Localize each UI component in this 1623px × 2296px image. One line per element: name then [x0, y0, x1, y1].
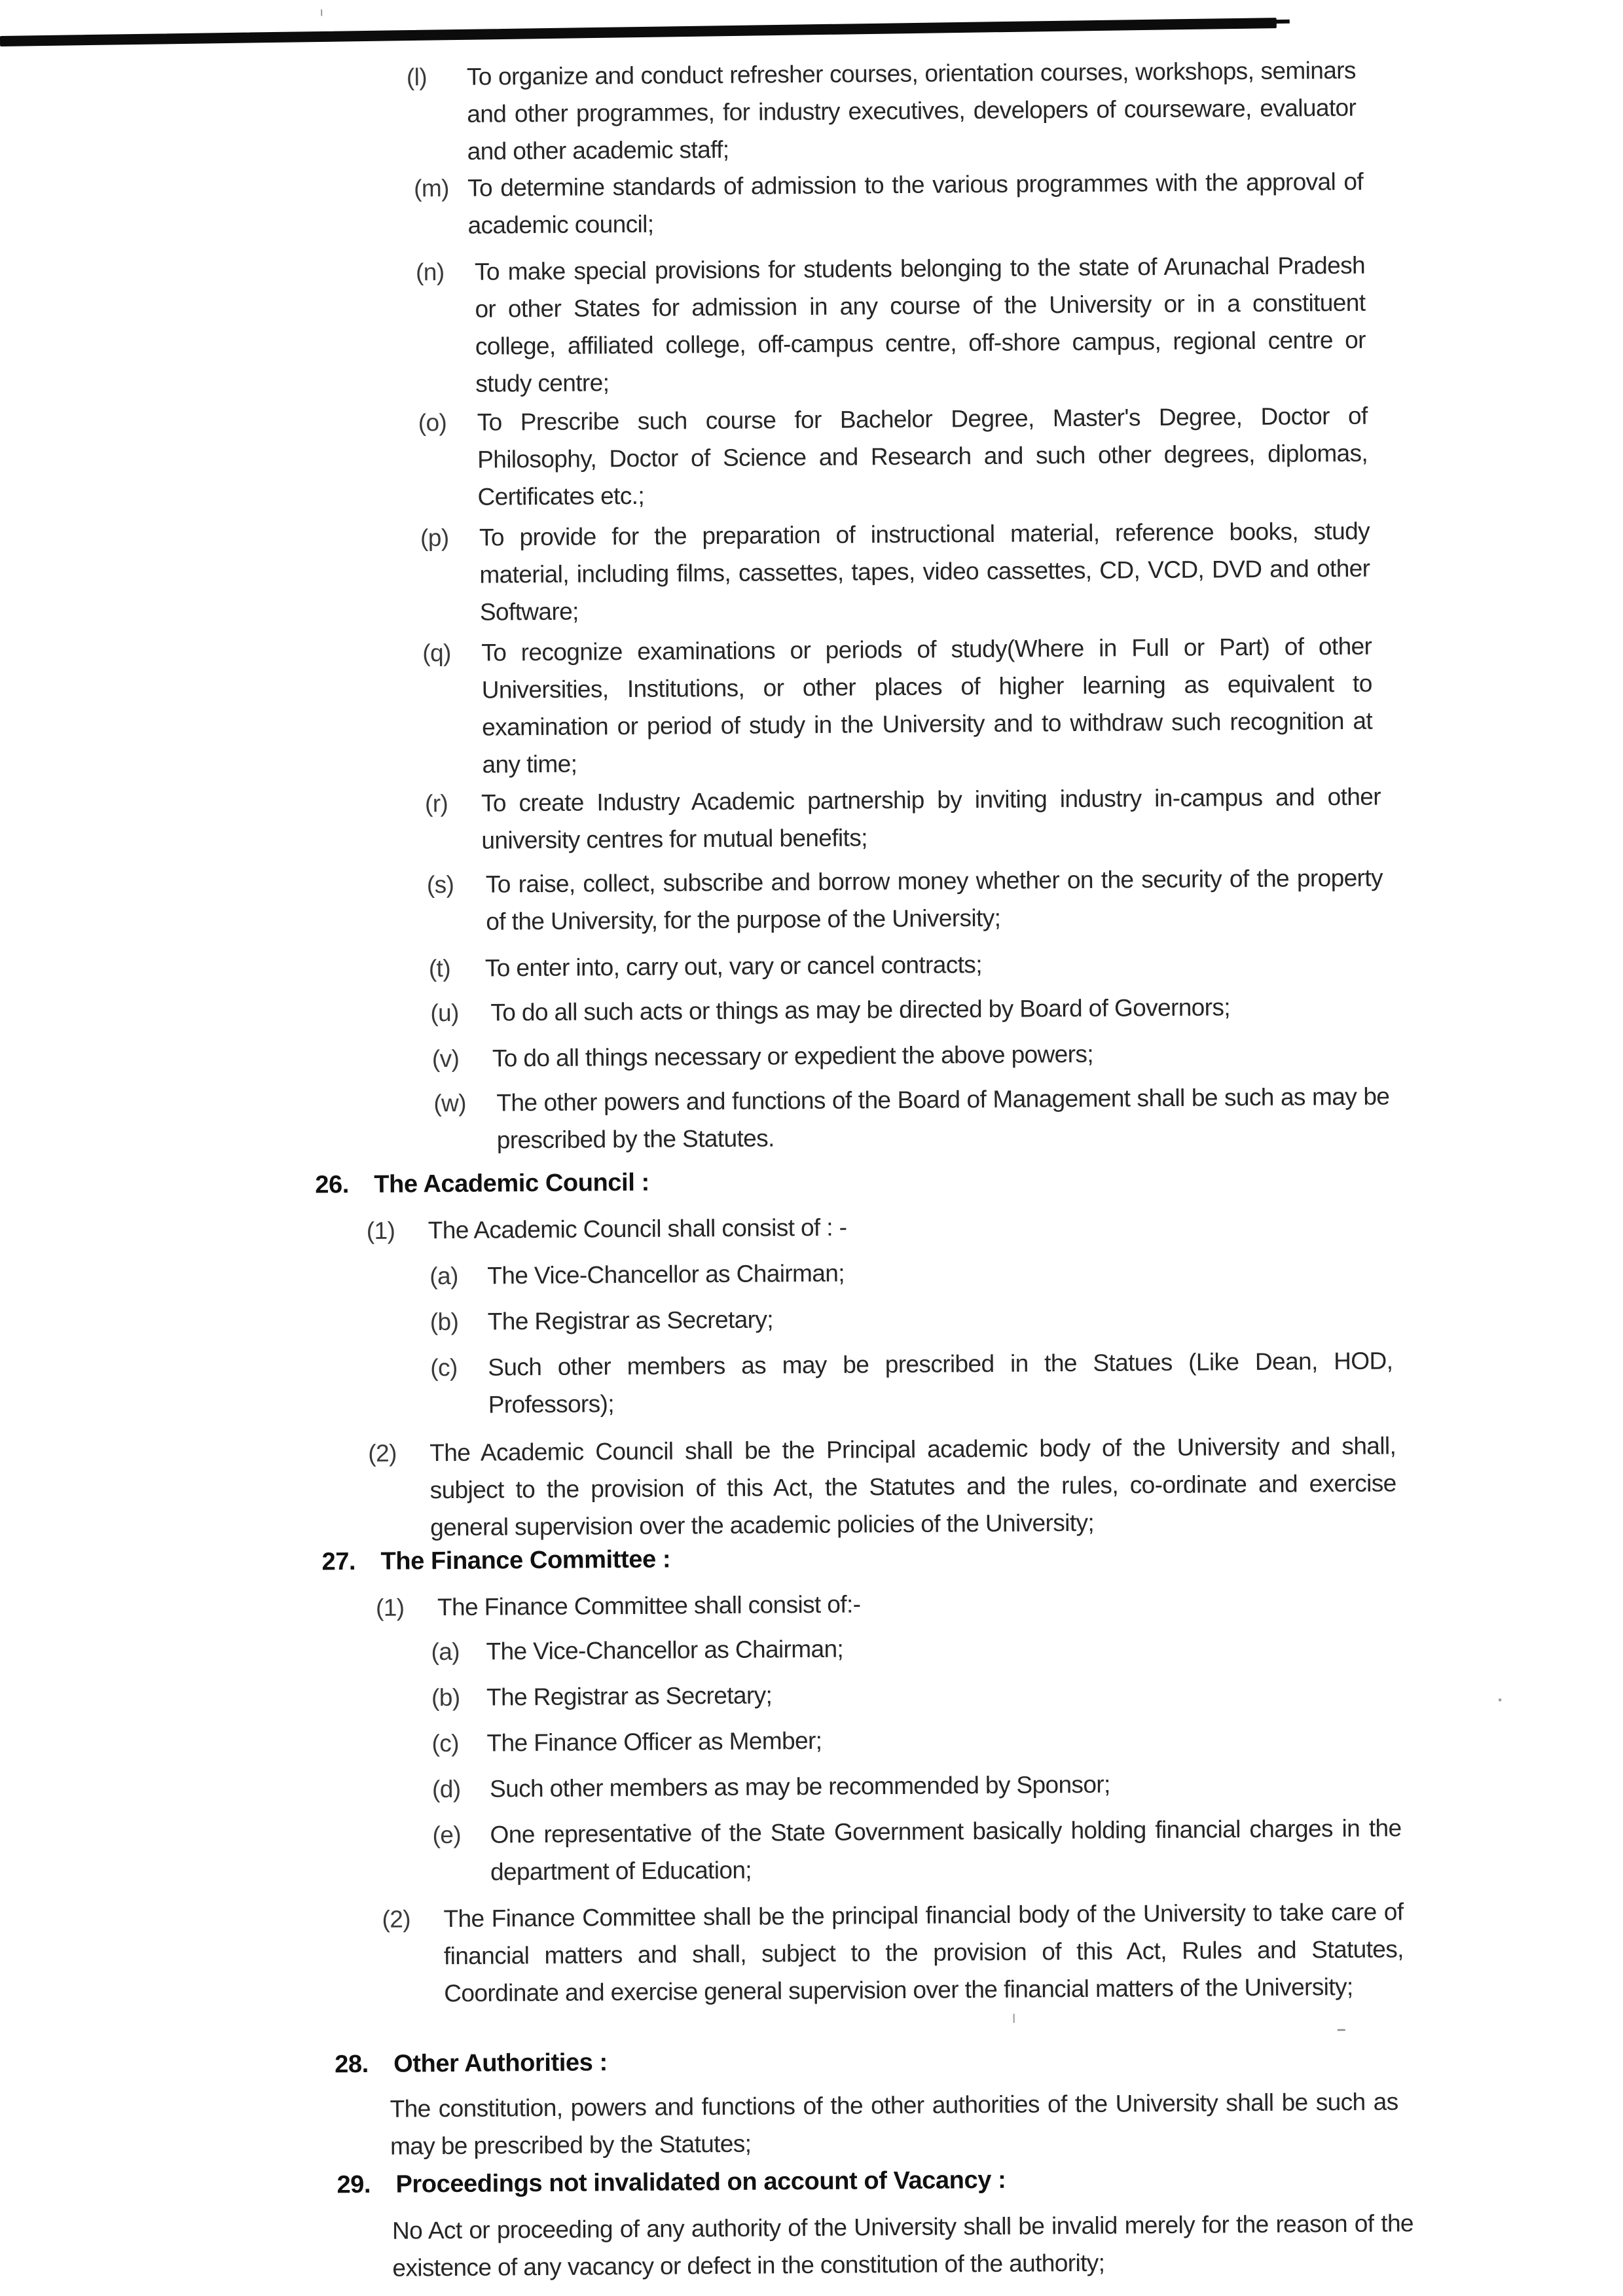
list-item-n [416, 247, 1366, 403]
item-marker: (q) [422, 639, 451, 667]
section-number: 29. [337, 2170, 371, 2199]
subitem-marker: (c) [431, 1729, 460, 1757]
subitem-27-1-d [432, 1763, 1401, 1808]
list-item-v [432, 1033, 1388, 1078]
item-text: The other powers and functions of the Board of Management shall be such as may be prescribed by the Statutes. [496, 1083, 1390, 1154]
subitem-27-1-b [431, 1672, 1400, 1716]
list-item-r [425, 778, 1381, 860]
item-text: To raise, collect, subscribe and borrow money whether on the security of the property of the University, for the purpose of the University; [485, 864, 1383, 935]
subitem-marker: (d) [431, 1775, 461, 1803]
clause-marker: (1) [375, 1594, 405, 1621]
subitem-27-1-e [432, 1809, 1402, 1891]
list-item-s [427, 859, 1383, 941]
subitem-26-1-b [430, 1296, 1393, 1340]
item-text: To do all things necessary or expedient the above powers; [492, 1040, 1094, 1072]
section-number: 28. [334, 2050, 369, 2079]
clause-text: The Finance Committee shall consist of:- [437, 1590, 861, 1621]
section-title: Other Authorities : [393, 2049, 608, 2078]
item-text: To recognize examinations or periods of study(Where in Full or Part) of other Universities, Institutions, or other places of higher learning as equivalent to examination or period of study in the University and to withdraw such recognition at any time; [481, 632, 1373, 778]
list-item-u [430, 988, 1386, 1032]
item-marker: (o) [418, 409, 447, 437]
item-marker: (n) [415, 259, 445, 286]
list-item-t [429, 943, 1385, 988]
section-heading-26 [315, 1164, 649, 1204]
list-item-w [433, 1077, 1390, 1159]
subitem-text: The Registrar as Secretary; [486, 1681, 773, 1711]
section-heading-27 [321, 1541, 670, 1581]
clause-27-2 [382, 1893, 1404, 2012]
subitem-marker: (b) [431, 1683, 460, 1712]
subitem-text: Such other members as may be recommended by Sponsor; [489, 1770, 1110, 1803]
item-text: To do all such acts or things as may be directed by Board of Governors; [490, 994, 1231, 1026]
item-text: To create Industry Academic partnership by inviting industry in-campus and other university centres for mutual benefits; [481, 783, 1381, 854]
subitem-marker: (b) [429, 1308, 459, 1336]
clause-text: The Academic Council shall be the Principal academic body of the University and shall, subject to the provision of this Act, the Statutes and the rules, co-ordinate and exercise general supervision over the academic policies of the University; [429, 1432, 1396, 1541]
section-body-28: The constitution, powers and functions of the other authorities of the University shall be such as may be prescribed by the Statutes; [390, 2088, 1398, 2160]
list-item-q [422, 628, 1373, 784]
subitem-text: One representative of the State Government basically holding financial charges in the department of Education; [490, 1814, 1402, 1886]
subitem-text: Such other members as may be prescribed in the Statues (Like Dean, HOD, Professors); [488, 1347, 1393, 1418]
subitem-text: The Vice-Chancellor as Chairman; [486, 1635, 844, 1665]
item-marker: (r) [424, 790, 448, 817]
subitem-27-1-a [431, 1626, 1400, 1670]
item-marker: (s) [426, 870, 454, 899]
subitem-text: The Vice-Chancellor as Chairman; [487, 1259, 845, 1289]
item-marker: (p) [420, 524, 449, 552]
subitem-marker: (a) [429, 1262, 458, 1290]
clause-26-1 [367, 1205, 1388, 1249]
scan-speck [1338, 2029, 1345, 2031]
item-marker: (u) [430, 999, 459, 1027]
clause-26-2 [368, 1427, 1396, 1547]
scan-speck [1013, 2014, 1015, 2023]
item-text: To organize and conduct refresher courses, orientation courses, workshops, seminars and other programmes, for industry executives, developers of courseware, evaluator and other academic staff; [466, 56, 1357, 165]
scan-speck [321, 9, 322, 16]
item-text: To Prescribe such course for Bachelor Degree, Master's Degree, Doctor of Philosophy, Doctor of Science and Research and such other degrees, diplomas, Certificates etc.; [477, 402, 1368, 511]
clause-text: The Academic Council shall consist of : - [428, 1213, 847, 1244]
item-text: To make special provisions for students belonging to the state of Arunachal Pradesh or other States for admission in any course of the University or in a constituent college, affiliated college, off-campus centre, off-shore campus, regional centre or study centre; [474, 251, 1366, 397]
item-marker: (m) [413, 174, 449, 202]
clause-marker: (2) [382, 1905, 411, 1933]
scan-speck [1499, 1698, 1501, 1701]
list-item-l [407, 52, 1357, 171]
subitem-text: The Registrar as Secretary; [487, 1306, 774, 1335]
item-text: To enter into, carry out, vary or cancel contracts; [484, 951, 983, 982]
section-heading-28 [335, 2044, 608, 2083]
subitem-27-1-c [431, 1717, 1400, 1762]
subitem-text: The Finance Officer as Member; [486, 1727, 822, 1757]
section-number: 27. [321, 1548, 356, 1576]
item-marker: (v) [431, 1045, 460, 1073]
section-title: The Finance Committee : [380, 1545, 671, 1575]
section-title: Proceedings not invalidated on account of Vacancy : [395, 2166, 1006, 2198]
list-item-p [420, 512, 1370, 632]
clause-27-1 [376, 1581, 1397, 1626]
clause-marker: (1) [366, 1217, 395, 1244]
item-marker: (l) [406, 63, 428, 91]
section-number: 26. [315, 1171, 350, 1199]
subitem-26-1-a [429, 1250, 1392, 1295]
subitem-marker: (c) [430, 1354, 458, 1382]
section-heading-29 [337, 2162, 1006, 2204]
item-marker: (w) [433, 1089, 467, 1117]
clause-marker: (2) [368, 1439, 397, 1467]
item-text: To determine standards of admission to the various programmes with the approval of academic council; [467, 168, 1364, 239]
subitem-marker: (e) [432, 1821, 462, 1849]
list-item-o [418, 397, 1368, 516]
item-marker: (t) [428, 954, 451, 982]
item-text: To provide for the preparation of instructional material, reference books, study material, including films, cassettes, tapes, video cassettes, CD, VCD, DVD and other Software; [479, 517, 1370, 626]
section-body-29: No Act or proceeding of any authority of the University shall be invalid merely for the reason of the existence of any vacancy or defect in the constitution of the authority; [392, 2210, 1414, 2282]
section-title: The Academic Council : [374, 1168, 649, 1198]
subitem-marker: (a) [431, 1638, 460, 1666]
clause-text: The Finance Committee shall be the principal financial body of the University to take care of financial matters and shall, subject to the provision of this Act, Rules and Statutes, Coordinate and exercise general supervision over the financial matters of the University; [443, 1898, 1404, 2007]
subitem-26-1-c [430, 1342, 1393, 1424]
list-item-m [414, 163, 1364, 245]
